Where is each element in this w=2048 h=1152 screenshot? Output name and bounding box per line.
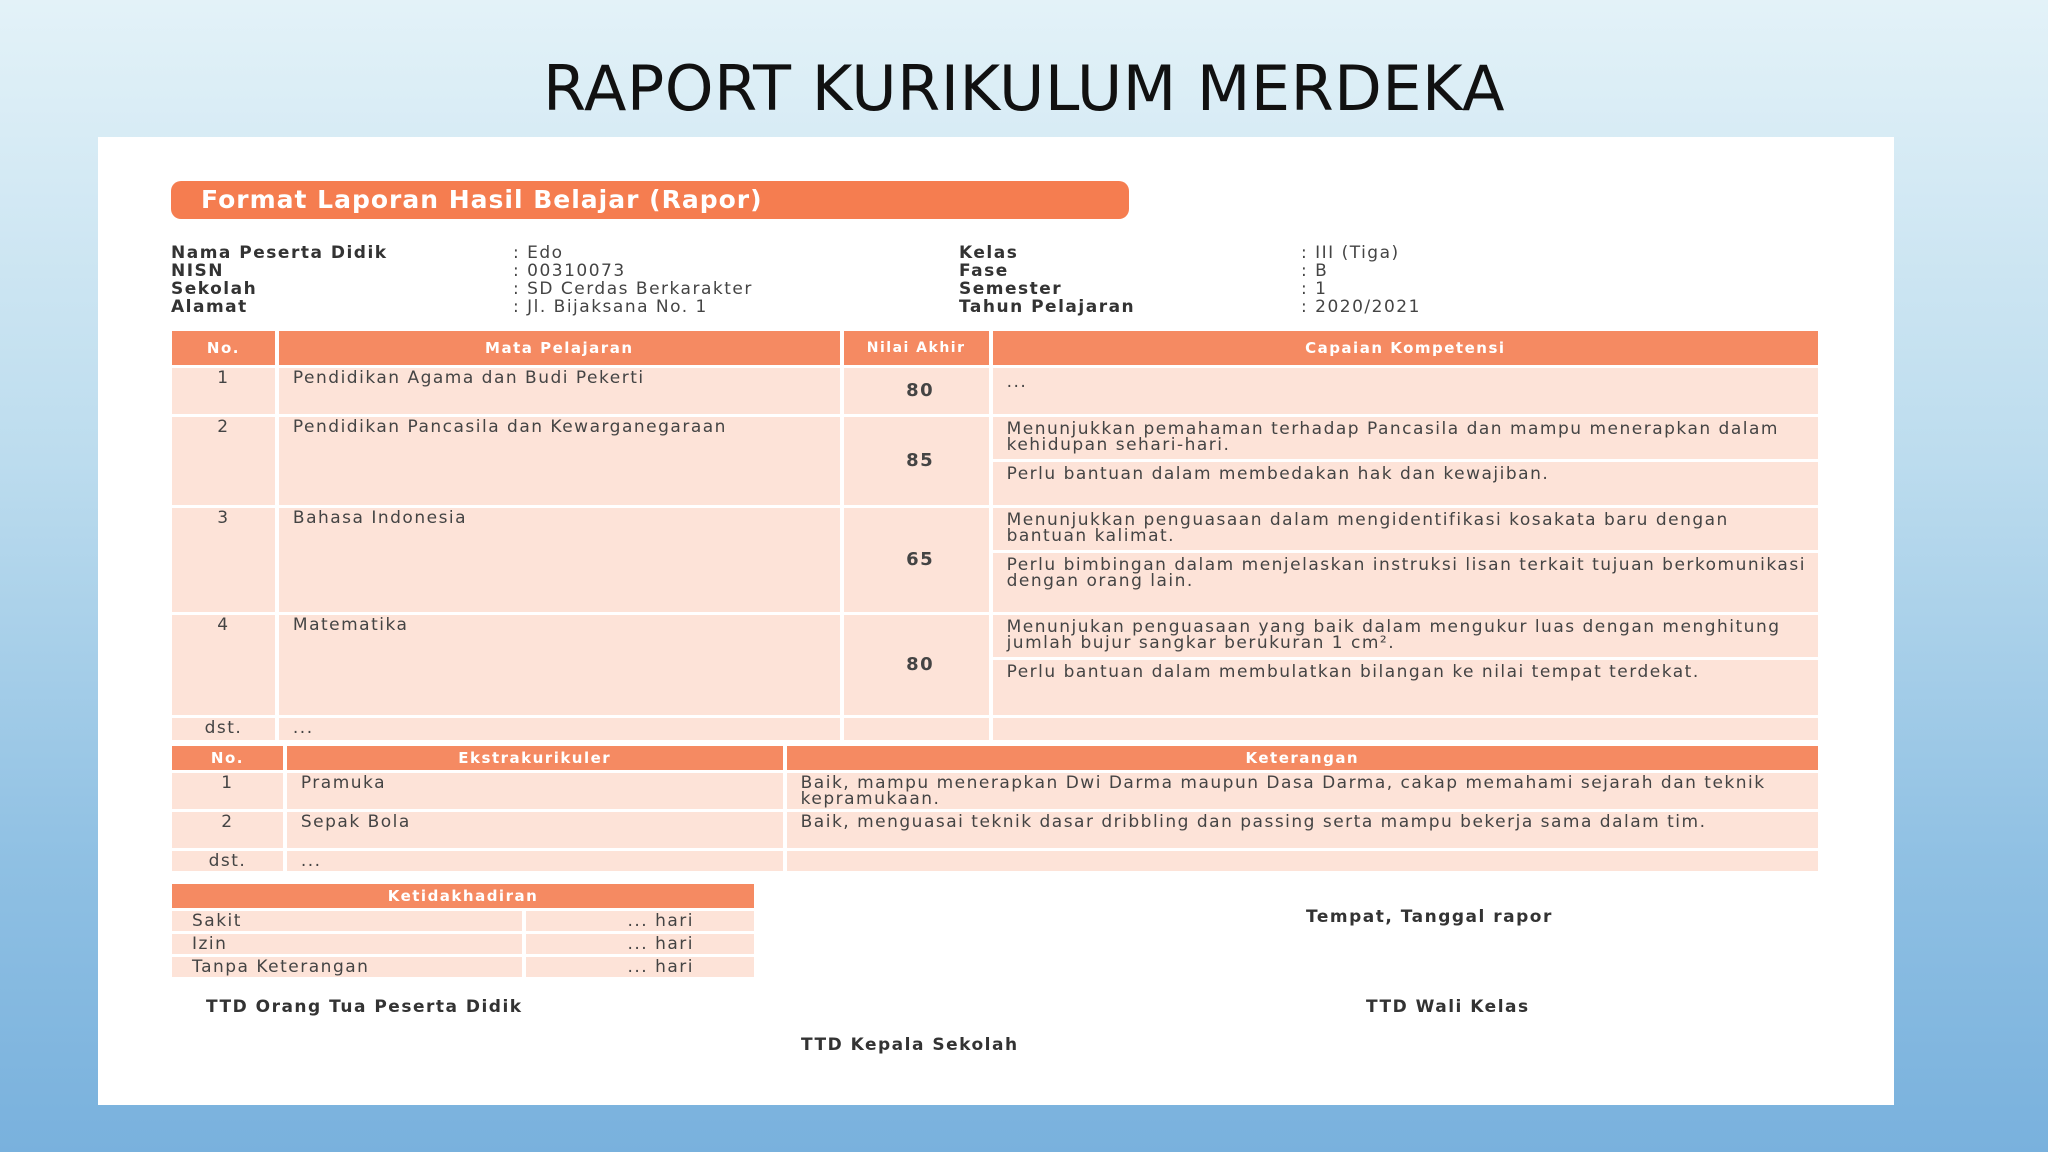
table-row xyxy=(172,851,1818,871)
extra-header-desc: Keterangan xyxy=(787,746,1818,770)
row-no: dst. xyxy=(172,851,283,871)
row-no: 1 xyxy=(172,773,283,809)
parent-signature-label: TTD Orang Tua Peserta Didik xyxy=(206,997,523,1017)
table-row xyxy=(172,934,754,954)
competency-text: Perlu bantuan dalam membedakan hak dan kewajiban. xyxy=(1006,464,1550,484)
info-label: Kelas xyxy=(959,243,1019,263)
row-score: 80 xyxy=(844,615,989,715)
row-competency xyxy=(993,508,1818,612)
row-extracurricular: Pramuka xyxy=(287,773,783,809)
table-row xyxy=(172,368,1818,414)
row-score: 85 xyxy=(844,417,989,505)
table-row xyxy=(172,773,1818,809)
info-value: : SD Cerdas Berkarakter xyxy=(513,279,753,299)
absence-label: Tanpa Keterangan xyxy=(172,957,522,977)
grades-header-score: Nilai Akhir xyxy=(844,331,989,365)
competency-text: Menunjukkan pemahaman terhadap Pancasila dan mampu menerapkan dalam kehidupan sehari-hari. xyxy=(993,417,1818,462)
extra-header-no: No. xyxy=(172,746,283,770)
absence-header: Ketidakhadiran xyxy=(172,884,754,908)
row-no: dst. xyxy=(172,718,275,740)
info-label: Tahun Pelajaran xyxy=(959,297,1136,317)
table-row xyxy=(172,508,1818,612)
row-no: 3 xyxy=(172,508,275,612)
competency-text: Perlu bimbingan dalam menjelaskan instruksi lisan terkait tujuan berkomunikasi dengan orang lain. xyxy=(1006,555,1806,591)
row-description xyxy=(787,851,1818,871)
row-no: 1 xyxy=(172,368,275,414)
info-label: Nama Peserta Didik xyxy=(171,243,388,263)
grades-header-subject: Mata Pelajaran xyxy=(279,331,840,365)
grades-header-no: No. xyxy=(172,331,275,365)
extracurricular-table xyxy=(168,743,1822,874)
absence-label: Izin xyxy=(172,934,522,954)
info-label: Semester xyxy=(959,279,1063,299)
slide-title: RAPORT KURIKULUM MERDEKA xyxy=(542,52,1506,125)
report-card-document xyxy=(98,137,1894,1105)
row-extracurricular: ... xyxy=(287,851,783,871)
absence-table xyxy=(168,881,758,980)
row-competency xyxy=(993,615,1818,715)
table-row xyxy=(172,417,1818,505)
row-competency xyxy=(993,718,1818,740)
table-row xyxy=(172,718,1818,740)
info-label: Sekolah xyxy=(171,279,258,299)
absence-value: ... hari xyxy=(526,957,754,977)
info-label: Fase xyxy=(959,261,1009,281)
extra-header-name: Ekstrakurikuler xyxy=(287,746,783,770)
info-value: : III (Tiga) xyxy=(1301,243,1400,263)
info-value: : 1 xyxy=(1301,279,1328,299)
table-row xyxy=(172,957,754,977)
info-label: Alamat xyxy=(171,297,248,317)
competency-text: ... xyxy=(1006,372,1028,392)
row-subject: Pendidikan Agama dan Budi Pekerti xyxy=(279,368,840,414)
place-date-label: Tempat, Tanggal rapor xyxy=(1306,907,1553,927)
competency-text: Menunjukan penguasaan yang baik dalam mengukur luas dengan menghitung jumlah bujur sangkar berukuran 1 cm². xyxy=(993,615,1818,660)
row-competency xyxy=(993,368,1818,414)
grades-table xyxy=(168,328,1822,743)
row-no: 4 xyxy=(172,615,275,715)
absence-value: ... hari xyxy=(526,911,754,931)
grades-header-competency: Capaian Kompetensi xyxy=(993,331,1818,365)
report-banner: Format Laporan Hasil Belajar (Rapor) xyxy=(171,181,1129,219)
row-extracurricular: Sepak Bola xyxy=(287,812,783,848)
competency-text: Perlu bantuan dalam membulatkan bilangan ke nilai tempat terdekat. xyxy=(1006,662,1700,682)
row-competency xyxy=(993,417,1818,505)
info-value: : Jl. Bijaksana No. 1 xyxy=(513,297,708,317)
row-no: 2 xyxy=(172,812,283,848)
row-score: 65 xyxy=(844,508,989,612)
info-value: : Edo xyxy=(513,243,564,263)
absence-value: ... hari xyxy=(526,934,754,954)
row-subject: Bahasa Indonesia xyxy=(279,508,840,612)
row-description: Baik, menguasai teknik dasar dribbling dan passing serta mampu bekerja sama dalam tim. xyxy=(787,812,1818,848)
row-subject: Matematika xyxy=(279,615,840,715)
info-value: : 2020/2021 xyxy=(1301,297,1421,317)
homeroom-signature-label: TTD Wali Kelas xyxy=(1366,997,1530,1017)
row-score xyxy=(844,718,989,740)
row-subject: ... xyxy=(279,718,840,740)
info-value: : B xyxy=(1301,261,1329,281)
absence-label: Sakit xyxy=(172,911,522,931)
table-row xyxy=(172,911,754,931)
info-value: : 00310073 xyxy=(513,261,626,281)
principal-signature-label: TTD Kepala Sekolah xyxy=(801,1035,1019,1055)
row-subject: Pendidikan Pancasila dan Kewarganegaraan xyxy=(279,417,840,505)
competency-text: Menunjukkan penguasaan dalam mengidentifikasi kosakata baru dengan bantuan kalimat. xyxy=(993,508,1818,553)
row-description: Baik, mampu menerapkan Dwi Darma maupun Dasa Darma, cakap memahami sejarah dan teknik kepramukaan. xyxy=(787,773,1818,809)
row-score: 80 xyxy=(844,368,989,414)
row-no: 2 xyxy=(172,417,275,505)
info-label: NISN xyxy=(171,261,225,281)
table-row xyxy=(172,812,1818,848)
table-row xyxy=(172,615,1818,715)
